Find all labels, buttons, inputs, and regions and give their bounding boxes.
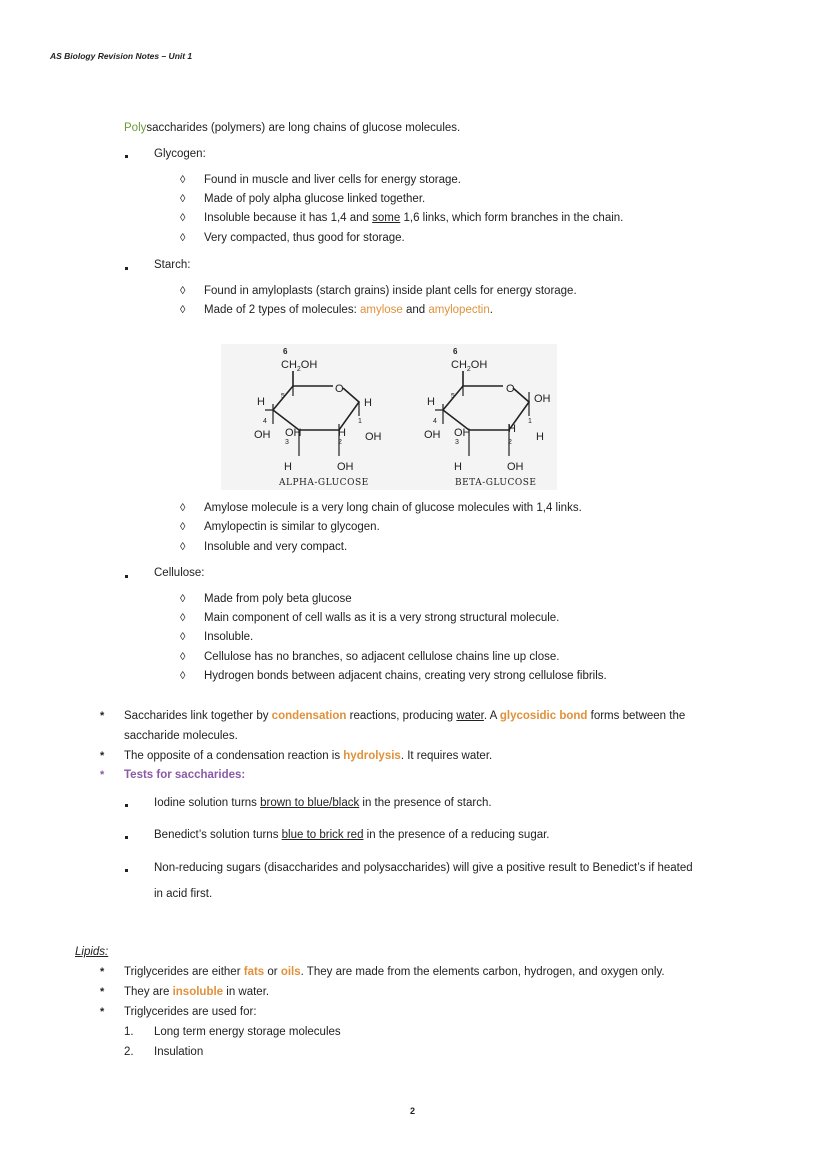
bullet-square bbox=[125, 804, 128, 807]
svg-text:6: 6 bbox=[453, 347, 458, 356]
star-bullet: * bbox=[100, 769, 105, 781]
text-part: forms between the bbox=[587, 710, 686, 722]
fats-term: fats bbox=[243, 966, 265, 978]
bullet-square bbox=[125, 155, 128, 158]
svg-text:3: 3 bbox=[455, 439, 459, 446]
svg-text:OH: OH bbox=[337, 461, 354, 473]
svg-text:OH: OH bbox=[285, 427, 302, 439]
text-part: Insoluble because it has 1,4 and bbox=[204, 212, 373, 224]
intro-line bbox=[124, 122, 460, 134]
svg-text:CH2OH: $CH_2OH$ bbox=[451, 359, 488, 373]
svg-text:H: H bbox=[257, 396, 265, 408]
amylose-term: amylose bbox=[359, 304, 403, 316]
starch-label: Starch: bbox=[154, 259, 191, 271]
text-part: reactions, producing bbox=[346, 710, 457, 722]
diamond-bullet: ◊ bbox=[180, 232, 186, 244]
diamond-bullet: ◊ bbox=[180, 521, 186, 533]
glycogen-point: Found in muscle and liver cells for energy storage. bbox=[204, 174, 461, 186]
cellulose-point: Main component of cell walls as it is a very strong structural molecule. bbox=[204, 612, 560, 624]
svg-text:H: H bbox=[536, 431, 544, 443]
amylopectin-term: amylopectin bbox=[428, 304, 490, 316]
diamond-bullet: ◊ bbox=[180, 612, 186, 624]
diamond-bullet: ◊ bbox=[180, 541, 186, 553]
star-bullet: * bbox=[100, 1006, 105, 1018]
text-part: . A bbox=[483, 710, 500, 722]
svg-text:OH: OH bbox=[507, 461, 524, 473]
test-non-reducing: Non-reducing sugars (disaccharides and polysaccharides) will give a positive result to Benedict’s if heated bbox=[154, 862, 693, 874]
cellulose-point: Insoluble. bbox=[204, 631, 254, 643]
text-underlined: blue to brick red bbox=[281, 829, 364, 841]
test-iodine bbox=[154, 797, 492, 809]
glycogen-label: Glycogen: bbox=[154, 148, 206, 160]
svg-text:O: O bbox=[335, 383, 344, 395]
diamond-bullet: ◊ bbox=[180, 212, 186, 224]
tests-title: Tests for saccharides: bbox=[124, 769, 246, 781]
glycogen-point: Very compacted, thus good for storage. bbox=[204, 232, 405, 244]
svg-text:O: O bbox=[506, 383, 515, 395]
star-bullet: * bbox=[100, 750, 105, 762]
svg-text:H: H bbox=[338, 427, 346, 439]
svg-text:OH: OH bbox=[254, 429, 271, 441]
star-bullet: * bbox=[100, 966, 105, 978]
cellulose-point: Hydrogen bonds between adjacent chains, creating very strong cellulose fibrils. bbox=[204, 670, 607, 682]
lipids-line2 bbox=[124, 986, 269, 998]
svg-text:H: H bbox=[454, 461, 462, 473]
star-bullet: * bbox=[100, 986, 105, 998]
text-part: 1,6 links, which form branches in the chain. bbox=[400, 212, 624, 224]
diamond-bullet: ◊ bbox=[180, 670, 186, 682]
saccharides-line1 bbox=[124, 710, 685, 722]
starch-molecules bbox=[204, 304, 493, 316]
svg-text:H: H bbox=[508, 423, 516, 435]
diamond-bullet: ◊ bbox=[180, 193, 186, 205]
text-part: in the presence of starch. bbox=[359, 797, 492, 809]
diamond-bullet: ◊ bbox=[180, 285, 186, 297]
cellulose-point: Cellulose has no branches, so adjacent cellulose chains line up close. bbox=[204, 651, 560, 663]
svg-text:1: 1 bbox=[358, 418, 362, 425]
cellulose-label: Cellulose: bbox=[154, 567, 205, 579]
beta-caption: Beta-glucose bbox=[455, 478, 537, 488]
bullet-square bbox=[125, 267, 128, 270]
lipids-heading: Lipids: bbox=[75, 946, 109, 958]
saccharides-line2 bbox=[124, 750, 492, 762]
svg-text:5: 5 bbox=[281, 393, 285, 400]
svg-text:OH: OH bbox=[365, 431, 382, 443]
page-number: 2 bbox=[410, 1106, 416, 1116]
text-part: Benedict’s solution turns bbox=[154, 829, 282, 841]
text-part: They are bbox=[124, 986, 173, 998]
test-non-reducing-cont: in acid first. bbox=[154, 888, 213, 900]
text-underlined: brown to blue/black bbox=[260, 797, 360, 809]
list-number: 2. bbox=[124, 1046, 134, 1058]
svg-text:H: H bbox=[427, 396, 435, 408]
svg-text:OH: OH bbox=[454, 427, 471, 439]
glycogen-insoluble bbox=[204, 212, 623, 224]
list-item: Insulation bbox=[154, 1046, 204, 1058]
text-part: The opposite of a condensation reaction is bbox=[124, 750, 344, 762]
text-part: in water. bbox=[223, 986, 270, 998]
list-item: Long term energy storage molecules bbox=[154, 1026, 341, 1038]
starch-after-point: Amylose molecule is a very long chain of glucose molecules with 1,4 links. bbox=[204, 502, 582, 514]
starch-point: Found in amyloplasts (starch grains) inside plant cells for energy storage. bbox=[204, 285, 577, 297]
starch-after-point: Insoluble and very compact. bbox=[204, 541, 348, 553]
saccharides-line1b: saccharide molecules. bbox=[124, 730, 238, 742]
text-part: . It requires water. bbox=[400, 750, 493, 762]
insoluble-term: insoluble bbox=[172, 986, 224, 998]
svg-text:OH: OH bbox=[424, 429, 441, 441]
list-number: 1. bbox=[124, 1026, 134, 1038]
text-part: Iodine solution turns bbox=[154, 797, 261, 809]
hydrolysis-term: hydrolysis bbox=[343, 750, 401, 762]
diamond-bullet: ◊ bbox=[180, 593, 186, 605]
glycogen-point: Made of poly alpha glucose linked together. bbox=[204, 193, 426, 205]
text-part: in the presence of a reducing sugar. bbox=[363, 829, 550, 841]
diamond-bullet: ◊ bbox=[180, 502, 186, 514]
svg-text:1: 1 bbox=[528, 418, 532, 425]
text-part: . bbox=[489, 304, 493, 316]
diamond-bullet: ◊ bbox=[180, 304, 186, 316]
bullet-square bbox=[125, 869, 128, 872]
svg-text:H: H bbox=[364, 397, 372, 409]
svg-text:5: 5 bbox=[451, 393, 455, 400]
diamond-bullet: ◊ bbox=[180, 631, 186, 643]
oils-term: oils bbox=[280, 966, 301, 978]
text-part: Made of 2 types of molecules: bbox=[204, 304, 360, 316]
text-part: or bbox=[264, 966, 281, 978]
text-part: Saccharides link together by bbox=[124, 710, 272, 722]
water-term: water bbox=[456, 710, 484, 722]
svg-text:OH: OH bbox=[534, 393, 551, 405]
page-header: AS Biology Revision Notes – Unit 1 bbox=[50, 51, 193, 61]
lipids-line1 bbox=[124, 966, 665, 978]
svg-text:4: 4 bbox=[263, 418, 267, 425]
svg-text:4: 4 bbox=[433, 418, 437, 425]
glucose-structures bbox=[221, 344, 557, 490]
svg-text:6: 6 bbox=[283, 347, 288, 356]
svg-text:CH2OH: $CH_2OH$ bbox=[281, 359, 318, 373]
test-benedicts bbox=[154, 829, 550, 841]
condensation-term: condensation bbox=[271, 710, 347, 722]
bullet-square bbox=[125, 836, 128, 839]
star-bullet: * bbox=[100, 710, 105, 722]
diamond-bullet: ◊ bbox=[180, 174, 186, 186]
text-part: . They are made from the elements carbon, hydrogen, and oxygen only. bbox=[300, 966, 665, 978]
glucose-figure bbox=[221, 344, 557, 490]
intro-prefix: Poly bbox=[124, 122, 147, 134]
bullet-square bbox=[125, 575, 128, 578]
text-underlined: some bbox=[372, 212, 401, 224]
intro-rest: saccharides (polymers) are long chains of glucose molecules. bbox=[146, 122, 461, 134]
starch-after-point: Amylopectin is similar to glycogen. bbox=[204, 521, 380, 533]
text-part: and bbox=[402, 304, 429, 316]
svg-text:2: 2 bbox=[508, 439, 512, 446]
lipids-line3: Triglycerides are used for: bbox=[124, 1006, 257, 1018]
diamond-bullet: ◊ bbox=[180, 651, 186, 663]
glycosidic-bond-term: glycosidic bond bbox=[499, 710, 588, 722]
cellulose-point: Made from poly beta glucose bbox=[204, 593, 352, 605]
alpha-caption: Alpha-glucose bbox=[279, 478, 369, 488]
svg-text:H: H bbox=[284, 461, 292, 473]
svg-text:2: 2 bbox=[338, 439, 342, 446]
svg-text:3: 3 bbox=[285, 439, 289, 446]
text-part: Triglycerides are either bbox=[124, 966, 244, 978]
